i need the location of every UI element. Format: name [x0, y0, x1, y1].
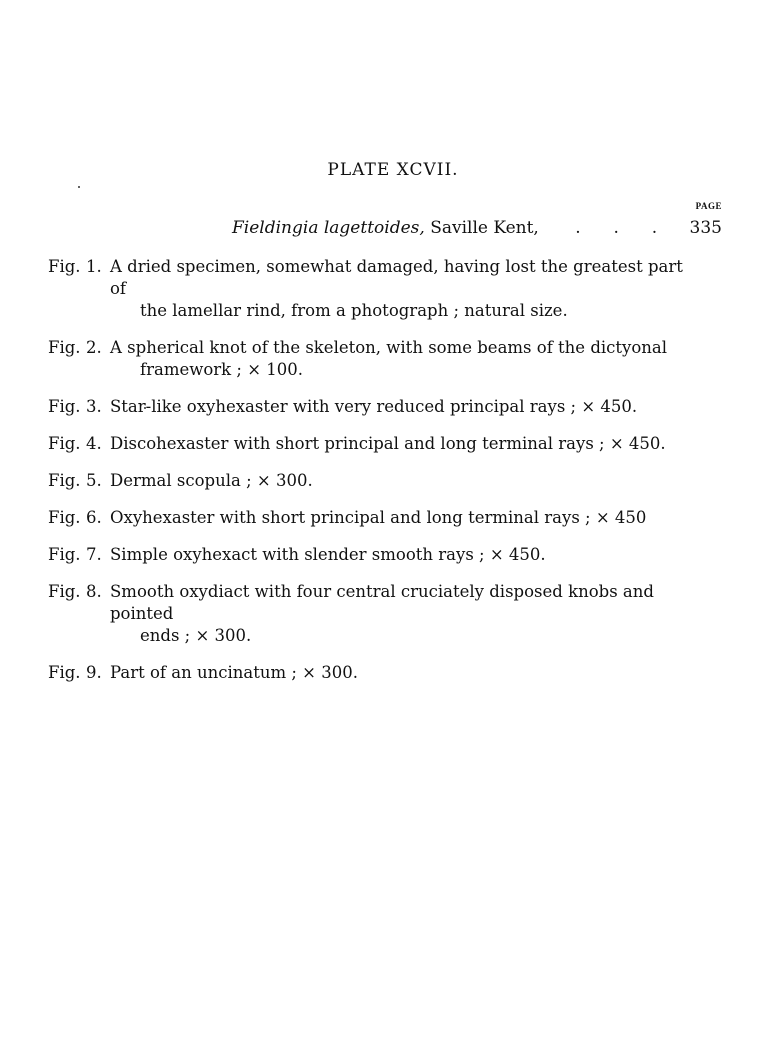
- figure-text-continuation: framework ; × 100.: [140, 360, 304, 379]
- figure-text: [110, 337, 688, 381]
- figure-number: 8.: [86, 582, 102, 601]
- figure-label: Fig.: [48, 545, 81, 564]
- species-name: Fieldingia lagettoides,: [232, 218, 425, 238]
- figure-text-line: Star-like oxyhexaster with very reduced principal rays ; × 450.: [110, 397, 638, 416]
- figure-number: 1.: [86, 257, 102, 276]
- print-speck: [78, 186, 80, 188]
- figure-text-line: A spherical knot of the skeleton, with some beams of the dictyonal: [110, 338, 668, 357]
- figure-caption: [48, 662, 688, 684]
- leader-dot: .: [651, 218, 658, 238]
- figure-text: [110, 662, 688, 684]
- leader-dots: [539, 218, 690, 238]
- figure-number: 6.: [86, 508, 102, 527]
- leader-dot: .: [613, 218, 619, 238]
- figure-text-line: A dried specimen, somewhat damaged, having lost the greatest part of: [110, 257, 683, 298]
- figure-label: Fig.: [48, 434, 81, 453]
- figure-text-continuation: ends ; × 300.: [140, 626, 252, 645]
- figure-label: Fig.: [48, 508, 81, 527]
- figure-text-line: Oxyhexaster with short principal and long terminal rays ; × 450: [110, 508, 647, 527]
- figure-text-line: Dermal scopula ; × 300.: [110, 471, 313, 490]
- figure-number: 5.: [86, 471, 102, 490]
- figure-number: 4.: [86, 434, 102, 453]
- figure-label: Fig.: [48, 338, 81, 357]
- figure-number: 7.: [86, 545, 102, 564]
- figure-label: Fig.: [48, 471, 81, 490]
- figure-text-continuation: the lamellar rind, from a photograph ; natural size.: [140, 301, 568, 320]
- figure-text-line: Smooth oxydiact with four central cruciately disposed knobs and pointed: [110, 582, 654, 623]
- figure-caption: [48, 396, 688, 418]
- leader-dot: .: [575, 218, 581, 238]
- plate-title: PLATE XCVII.: [327, 160, 459, 180]
- figure-text: [110, 581, 688, 647]
- figure-number: 2.: [86, 338, 102, 357]
- figure-label: Fig.: [48, 397, 81, 416]
- figure-caption: [48, 433, 688, 455]
- page-column-label: PAGE: [695, 201, 722, 211]
- figure-caption: [48, 256, 688, 322]
- species-page-number: 335: [689, 218, 722, 238]
- figure-number: 9.: [86, 663, 102, 682]
- figure-label: Fig.: [48, 663, 81, 682]
- species-author: [425, 218, 539, 238]
- figure-text: [110, 544, 688, 566]
- figure-list: [48, 256, 688, 684]
- figure-number: 3.: [86, 397, 102, 416]
- figure-label: Fig.: [48, 582, 81, 601]
- figure-caption: [48, 544, 688, 566]
- figure-text: [110, 396, 688, 418]
- figure-text: [110, 507, 688, 529]
- figure-text: [110, 256, 688, 322]
- figure-label: Fig.: [48, 257, 81, 276]
- figure-caption: [48, 337, 688, 381]
- figure-caption: [48, 507, 688, 529]
- figure-caption: [48, 581, 688, 647]
- species-entry: [232, 218, 722, 238]
- figure-caption: [48, 470, 688, 492]
- figure-text: [110, 433, 688, 455]
- species-author-text: Saville Kent,: [430, 218, 539, 238]
- figure-text-line: Part of an uncinatum ; × 300.: [110, 663, 358, 682]
- figure-text: [110, 470, 688, 492]
- figure-text-line: Simple oxyhexact with slender smooth rays ; × 450.: [110, 545, 546, 564]
- figure-text-line: Discohexaster with short principal and long terminal rays ; × 450.: [110, 434, 666, 453]
